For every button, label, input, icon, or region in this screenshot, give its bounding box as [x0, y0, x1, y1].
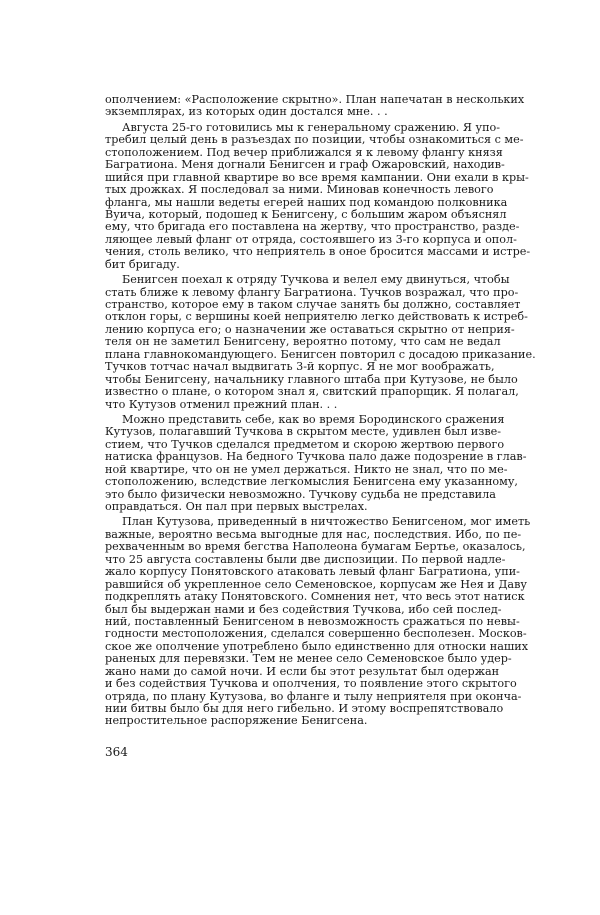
text-line: подкреплять атаку Понятовского. Сомнения нет, что весь этот натиск: [105, 590, 525, 604]
text-line: ему, что бригада его поставлена на жертву, что пространство, разде-: [105, 220, 520, 234]
text-line: был бы выдержан нами и без содействия Тучкова, ибо сей послед-: [105, 602, 502, 616]
text-line: требил целый день в разъездах по позиции, чтобы ознакомиться с ме-: [105, 133, 524, 147]
text-line: плана главнокомандующего. Бенигсен повторил с досадою приказание.: [105, 347, 536, 361]
text-line: ское же ополчение употреблено было единственно для относки наших: [105, 639, 529, 653]
text-line: экземплярах, из которых один достался мне. . .: [105, 105, 388, 119]
text-line: лению корпуса его; о назначении же оставаться скрытно от неприя-: [105, 322, 515, 336]
text-line: Вуича, который, подошед к Бенигсену, с большим жаром объяснял: [105, 207, 507, 221]
text-line: стием, что Тучков сделался предметом и скорою жертвою первого: [105, 437, 505, 451]
text-line: годности местоположения, сделался совершенно бесполезен. Москов-: [105, 627, 527, 641]
text-line: и без содействия Тучкова и ополчения, то появление этого скрытого: [105, 677, 517, 691]
text-line: фланга, мы нашли ведеты егерей наших под командою полковника: [105, 195, 508, 209]
text-line: это было физически невозможно. Тучкову судьба не представила: [105, 487, 496, 501]
page-number: 364: [105, 745, 128, 759]
text-line: Кутузов, полагавший Тучкова в скрытом месте, удивлен был изве-: [105, 425, 502, 439]
text-line: странство, которое ему в таком случае занять бы должно, составляет: [105, 298, 521, 311]
text-line: нии битвы было бы для него гибельно. И этому воспрепятствовало: [105, 702, 504, 715]
text-line: жано нами до самой ночи. И если бы этот результат был одержан: [105, 664, 500, 678]
text-line: важные, вероятно весьма выгодные для нас, последствия. Ибо, по пе-: [105, 527, 522, 541]
text-line: шийся при главной квартире во все время кампании. Они ехали в кры-: [105, 170, 529, 184]
paragraph: [105, 120, 531, 271]
text-line: тых дрожках. Я последовал за ними. Миновав конечность левого: [105, 183, 494, 197]
paragraph: [105, 273, 536, 411]
text-line: натиска французов. На бедного Тучкова пало даже подозрение в глав-: [105, 450, 527, 464]
text-line: ляющее левый фланг от отряда, состоявшего из 3-го корпуса и опол-: [105, 232, 517, 246]
text-line: бит бригаду.: [105, 257, 180, 271]
text-line: жало корпусу Понятовского атаковать левый фланг Багратиона, упи-: [105, 565, 520, 579]
text-line: известно о плане, о котором знал я, свитский прапорщик. Я полагал,: [105, 385, 519, 399]
text-line: отряда, по плану Кутузова, во фланге и тылу неприятеля при оконча-: [105, 689, 522, 703]
text-line: чения, столь велико, что неприятель в оное бросится массами и истре-: [105, 245, 531, 259]
text-line: раненых для перевязки. Тем не менее село Семеновское было удер-: [105, 652, 512, 666]
paragraph: [105, 412, 527, 514]
text-line: Багратиона. Меня догнали Бенигсен и граф Ожаровский, находив-: [105, 158, 505, 172]
text-line: ополчением: «Расположение скрытно». План напечатан в нескольких: [105, 93, 525, 106]
text-line: что 25 августа составлены были две диспозиции. По первой надле-: [105, 552, 506, 566]
text-line: равшийся об укрепленное село Семеновское, корпусам же Нея и Даву: [105, 577, 527, 591]
paragraph: [105, 515, 531, 728]
text-line: стоположением. Под вечер приближался я к левому флангу князя: [105, 145, 503, 159]
text-line: теля он не заметил Бенигсену, вероятно потому, что сам не ведал: [105, 335, 501, 349]
text-line: непростительное распоряжение Бенигсена.: [105, 714, 368, 728]
text-line: Тучков тотчас начал выдвигать 3-й корпус. Я не мог воображать,: [105, 360, 495, 374]
text-line: что Кутузов отменил прежний план. . .: [105, 397, 338, 411]
text-line: Можно представить себе, как во время Бородинского сражения: [122, 412, 505, 426]
text-line: отклон горы, с вершины коей неприятелю легко действовать к истреб-: [105, 310, 528, 324]
text-line: ний, поставленный Бенигсеном в невозможность сражаться по невы-: [105, 614, 520, 628]
text-line: оправдаться. Он пал при первых выстрелах.: [105, 500, 368, 513]
page-body-text: [105, 93, 536, 731]
text-line: стоположению, вследствие легкомыслия Бенигсена ему указанному,: [105, 475, 518, 489]
text-line: чтобы Бенигсену, начальнику главного штаба при Кутузове, не было: [105, 372, 518, 386]
text-line: Августа 25-го готовились мы к генеральному сражению. Я упо-: [122, 120, 501, 134]
paragraph: [105, 93, 525, 119]
text-line: План Кутузова, приведенный в ничтожество Бенигсеном, мог иметь: [122, 515, 531, 529]
text-line: ной квартире, что он не умел держаться. Никто не знал, что по ме-: [105, 462, 508, 476]
text-line: стать ближе к левому флангу Багратиона. Тучков возражал, что про-: [105, 285, 519, 299]
text-line: Бенигсен поехал к отряду Тучкова и велел ему двинуться, чтобы: [122, 273, 510, 287]
text-line: рехваченным во время бегства Наполеона бумагам Бертье, оказалось,: [105, 540, 526, 554]
